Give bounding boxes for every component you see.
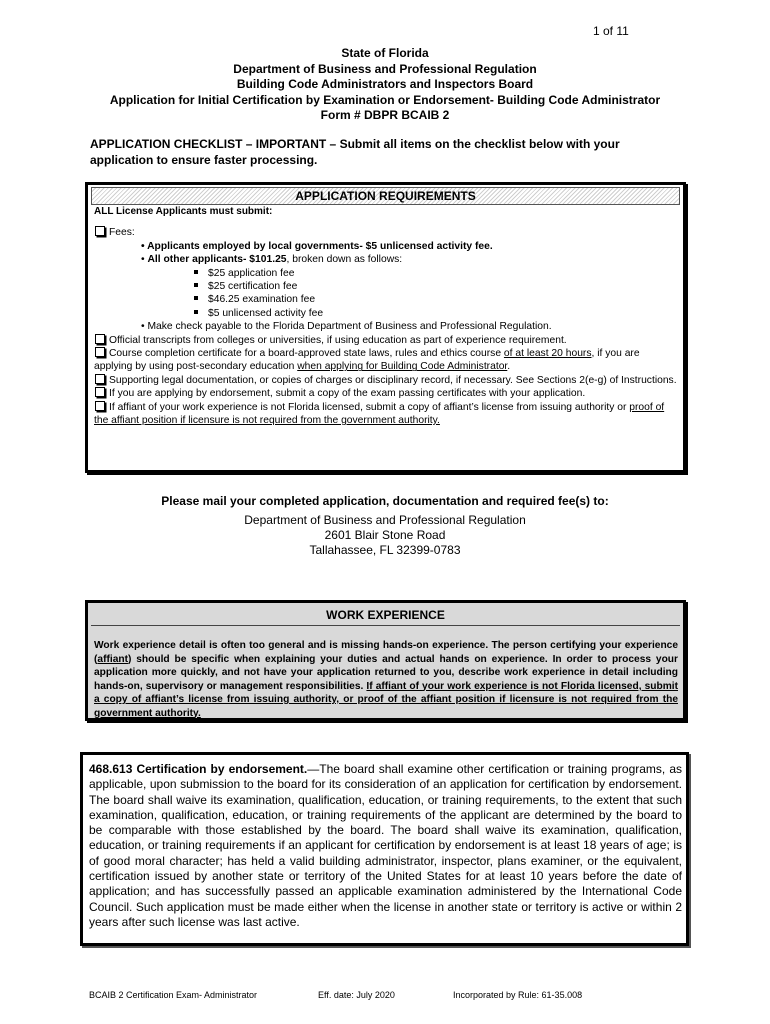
fee-item (94, 267, 679, 280)
bullet-square-icon (194, 296, 198, 300)
form-header (80, 46, 690, 124)
checkbox-icon (95, 387, 105, 397)
header-form-number: Form # DBPR BCAIB 2 (320, 108, 450, 122)
checkbox-icon (95, 347, 105, 357)
header-state: State of Florida (341, 46, 429, 60)
fee-item (94, 293, 679, 306)
fee-local-row: • Applicants employed by local governments- $5 unlicensed activity fee. (141, 240, 493, 252)
work-text-b: ) should be specific when explaining your duties and actual hands on experience. In order to process your application more quickly, and not have your application returned to you, describe work experience in detail including hands-on, supervisory or management responsibilities. (94, 653, 678, 692)
footer-form-name: BCAIB 2 Certification Exam- Administrator (89, 990, 258, 1000)
fee-local: Applicants employed by local governments- $5 unlicensed activity fee. (147, 240, 493, 252)
requirements-subtitle: ALL License Applicants must submit: (94, 206, 273, 217)
work-experience-text (94, 639, 678, 720)
checkbox-icon (95, 334, 105, 344)
item-affiant-text: If affiant of your work experience is not Florida licensed, submit a copy of affiant’s license from issuing authority or (109, 401, 630, 413)
mailing-line-3: Tallahassee, FL 32399-0783 (309, 543, 461, 557)
item-transcripts: Official transcripts from colleges or universities, if using education as part of experience requirement. (109, 334, 567, 346)
fees-label: Fees: (109, 227, 135, 239)
work-text-a: Work experience detail is often too general and is missing hands-on experience. The person certifying your experience ( (94, 640, 678, 665)
page-number: 1 of 11 (593, 24, 629, 38)
endorsement-text (89, 762, 682, 930)
bullet-square-icon (194, 283, 198, 287)
work-experience-title: WORK EXPERIENCE (326, 608, 445, 622)
bullet-square-icon (194, 270, 198, 274)
header-department: Department of Business and Professional Regulation (233, 61, 537, 76)
work-affiant: affiant (97, 653, 128, 665)
mailing-section (80, 494, 690, 558)
fees-row (94, 226, 679, 239)
fee-other-bold: All other applicants- $101.25 (147, 254, 287, 266)
checkbox-icon (95, 401, 105, 411)
checkbox-icon (95, 374, 105, 384)
endorsement-body: —The board shall examine other certification or training programs, as applicable, upon submission to the board for its consideration of an application for certification by endorsement. The board shall waive its examination, qualification, education, or training requirements, to the extent that such examination, qualification, education, or training requirements of the applicant are determined by the board to be comparable with those established by the board. The board shall waive its examination, qualification, education, or training requirements if an applicant for certification by endorsement is at least 18 years of age; is of good moral character; has held a valid building administrator, inspector, plans examiner, or the equivalent, certification issued by another state or territory of the United States for at least 10 years before the date of application; and has successfully passed an applicable examination administered by the International Code Council. Such application must be made either when the license in another state or territory is active or within 2 years after such license was last active. (89, 762, 682, 929)
endorsement-box (80, 752, 689, 946)
mailing-heading: Please mail your completed application, documentation and required fee(s) to: (161, 494, 609, 508)
item-affiant-row (94, 401, 679, 428)
fee-item (94, 280, 679, 293)
work-divider (91, 625, 680, 626)
item-affiant-proof: proof of the affiant position if licensure is not required from the government authority. (94, 401, 665, 427)
requirements-title: APPLICATION REQUIREMENTS (91, 187, 680, 205)
footer-effective-date: Eff. date: July 2020 (318, 990, 395, 1000)
checklist-intro: APPLICATION CHECKLIST – IMPORTANT – Submit all items on the checklist below with your application to ensure faster processing. (90, 137, 620, 167)
item-legal-row (94, 374, 679, 387)
checkbox-icon (95, 226, 105, 236)
endorsement-heading: 468.613 Certification by endorsement. (89, 762, 308, 776)
header-application-title: Application for Initial Certification by Examination or Endorsement- Building Code Administrator (109, 92, 661, 107)
fee-other-row: • All other applicants- $101.25, broken down as follows: (141, 254, 403, 266)
fee-payable: Make check payable to the Florida Department of Business and Professional Regulation. (147, 321, 552, 333)
item-course-condition: when applying for Building Code Administrator (297, 361, 508, 373)
fee-item-text: $25 certification fee (208, 281, 298, 293)
fee-item-text: $46.25 examination fee (208, 294, 316, 306)
item-course-row (94, 347, 679, 374)
bullet-square-icon (194, 310, 198, 314)
item-course-end: . (507, 361, 511, 373)
item-endorsement-row (94, 387, 679, 400)
mailing-line-1: Department of Business and Professional Regulation (244, 513, 526, 527)
fee-other-rest: , broken down as follows: (286, 254, 403, 266)
fee-payable-row: • Make check payable to the Florida Department of Business and Professional Regulation. (141, 321, 552, 333)
fee-item-text: $25 application fee (208, 267, 295, 279)
fee-item (94, 307, 679, 320)
item-course-text: Course completion certificate for a board-approved state laws, rules and ethics course (109, 348, 504, 360)
work-affiant-notice: If affiant of your work experience is not Florida licensed, submit a copy of affiant’s license from issuing authority, or proof of the affiant position if licensure is not required from the government authority. (94, 680, 678, 719)
item-transcripts-row (94, 334, 679, 347)
requirements-box (85, 182, 686, 473)
work-experience-box (85, 600, 686, 721)
fee-item-text: $5 unlicensed activity fee (208, 307, 324, 319)
item-course-text-2: , if you are applying by using post-secondary education (94, 348, 640, 373)
footer-rule: Incorporated by Rule: 61-35.008 (453, 990, 583, 1000)
header-board: Building Code Administrators and Inspectors Board (236, 77, 534, 91)
item-endorsement: If you are applying by endorsement, submit a copy of the exam passing certificates with your application. (109, 388, 586, 400)
item-legal: Supporting legal documentation, or copies of charges or disciplinary record, if necessary. See Sections 2(e-g) of Instructions. (109, 374, 677, 386)
item-course-hours: of at least 20 hours (503, 348, 592, 360)
mailing-line-2: 2601 Blair Stone Road (324, 528, 446, 542)
